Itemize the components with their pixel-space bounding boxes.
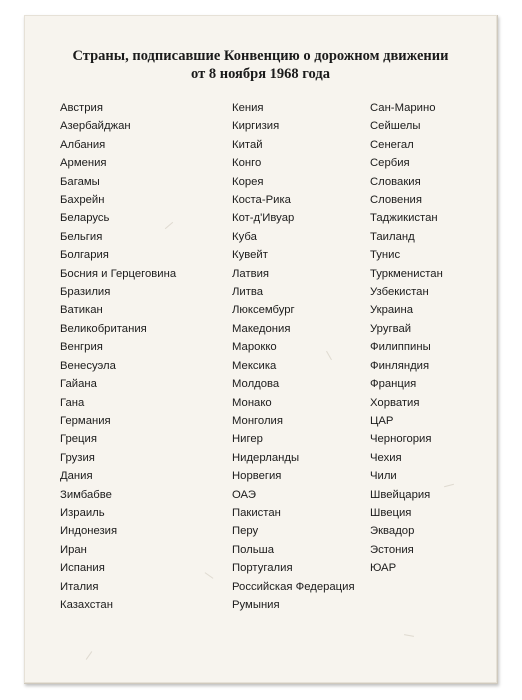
country-name: Бразилия bbox=[60, 286, 111, 299]
country-name: Индонезия bbox=[60, 525, 118, 538]
country-name: Австрия bbox=[60, 102, 103, 114]
country-name: Российская Федерация bbox=[232, 580, 355, 593]
country-name: Венгрия bbox=[60, 341, 103, 354]
country-name: Казахстан bbox=[60, 598, 113, 611]
country-name: Болгария bbox=[60, 249, 109, 262]
country-name: Коста-Рика bbox=[232, 194, 291, 207]
document-title bbox=[24, 47, 497, 83]
country-name: Сан-Марино bbox=[370, 102, 436, 114]
country-name: Бахрейн bbox=[60, 194, 105, 207]
paper-fiber bbox=[444, 484, 454, 488]
country-name: Тунис bbox=[370, 249, 401, 262]
country-name: Эстония bbox=[370, 543, 414, 556]
country-name: Пакистан bbox=[232, 506, 281, 519]
country-column-2 bbox=[232, 99, 355, 614]
country-name: Украина bbox=[370, 304, 414, 317]
paper-fiber bbox=[86, 651, 93, 660]
country-name: Армения bbox=[60, 157, 107, 170]
country-name: Черногория bbox=[370, 433, 432, 446]
country-name: Уругвай bbox=[370, 322, 412, 335]
country-name: Конго bbox=[232, 157, 262, 170]
country-name: Киргизия bbox=[232, 120, 280, 133]
country-name: Гайана bbox=[60, 378, 97, 391]
country-name: Беларусь bbox=[60, 212, 110, 225]
country-name: ЮАР bbox=[370, 562, 397, 575]
country-name: Латвия bbox=[232, 267, 270, 280]
country-name: Грузия bbox=[60, 451, 95, 464]
country-name: Марокко bbox=[232, 341, 277, 354]
country-name: Перу bbox=[232, 525, 259, 538]
country-name: Корея bbox=[232, 175, 264, 188]
country-name: Нигер bbox=[232, 433, 263, 446]
country-name: Чехия bbox=[370, 451, 402, 464]
country-name: Швеция bbox=[370, 506, 412, 519]
country-name: Норвегия bbox=[232, 470, 282, 483]
country-name: Румыния bbox=[232, 598, 280, 611]
country-name: Великобритания bbox=[60, 322, 147, 335]
country-name: Кот-д'Ивуар bbox=[232, 212, 295, 225]
country-name: Франция bbox=[370, 378, 417, 391]
country-name: Хорватия bbox=[370, 396, 420, 409]
country-name: Словения bbox=[370, 194, 422, 207]
country-name: ЦАР bbox=[370, 414, 394, 427]
country-name: ОАЭ bbox=[232, 488, 256, 501]
country-name: Литва bbox=[232, 286, 264, 299]
country-name: Бельгия bbox=[60, 230, 103, 243]
country-name: Чили bbox=[370, 470, 397, 483]
country-name: Босния и Герцеговина bbox=[60, 267, 177, 280]
country-name: Германия bbox=[60, 414, 111, 427]
country-name: Люксембург bbox=[232, 304, 295, 317]
title-line-1: Страны, подписавшие Конвенцию о дорожном движении bbox=[72, 48, 449, 64]
country-name: Албания bbox=[60, 138, 106, 151]
country-name: Сербия bbox=[370, 157, 410, 170]
country-column-1 bbox=[60, 99, 176, 614]
country-name: Куба bbox=[232, 230, 257, 243]
paper-fiber bbox=[205, 572, 214, 579]
country-name: Китай bbox=[232, 138, 263, 151]
country-name: Узбекистан bbox=[370, 286, 429, 299]
country-name: Нидерланды bbox=[232, 451, 300, 464]
country-name: Польша bbox=[232, 543, 274, 556]
country-name: Сейшелы bbox=[370, 120, 421, 133]
country-name: Финляндия bbox=[370, 359, 430, 372]
country-name: Гана bbox=[60, 396, 85, 409]
country-name: Таджикистан bbox=[370, 212, 438, 225]
country-name: Кения bbox=[232, 102, 264, 114]
country-name: Молдова bbox=[232, 378, 280, 391]
country-name: Филиппины bbox=[370, 341, 431, 354]
country-name: Мексика bbox=[232, 359, 277, 372]
country-name: Швейцария bbox=[370, 488, 431, 501]
country-name: Багамы bbox=[60, 175, 100, 188]
country-name: Монако bbox=[232, 396, 272, 409]
country-name: Ватикан bbox=[60, 304, 103, 317]
country-name: Сенегал bbox=[370, 138, 414, 151]
document-page bbox=[24, 15, 498, 684]
country-name: Азербайджан bbox=[60, 120, 131, 133]
country-column-3 bbox=[370, 99, 443, 578]
country-name: Эквадор bbox=[370, 525, 415, 538]
country-name: Монголия bbox=[232, 414, 283, 427]
country-name: Венесуэла bbox=[60, 359, 116, 372]
title-line-2: от 8 ноября 1968 года bbox=[191, 66, 330, 82]
country-name: Зимбабве bbox=[60, 488, 112, 501]
country-name: Португалия bbox=[232, 562, 293, 575]
country-name: Дания bbox=[60, 470, 93, 483]
country-name: Израиль bbox=[60, 506, 105, 519]
country-name: Кувейт bbox=[232, 249, 268, 262]
paper-fiber bbox=[404, 634, 414, 637]
country-name: Македония bbox=[232, 322, 291, 335]
country-name: Таиланд bbox=[370, 230, 415, 243]
country-name: Италия bbox=[60, 580, 99, 593]
country-name: Испания bbox=[60, 562, 105, 575]
country-name: Греция bbox=[60, 433, 97, 446]
country-name: Словакия bbox=[370, 175, 421, 188]
country-name: Туркменистан bbox=[370, 267, 443, 280]
country-name: Иран bbox=[60, 543, 87, 556]
